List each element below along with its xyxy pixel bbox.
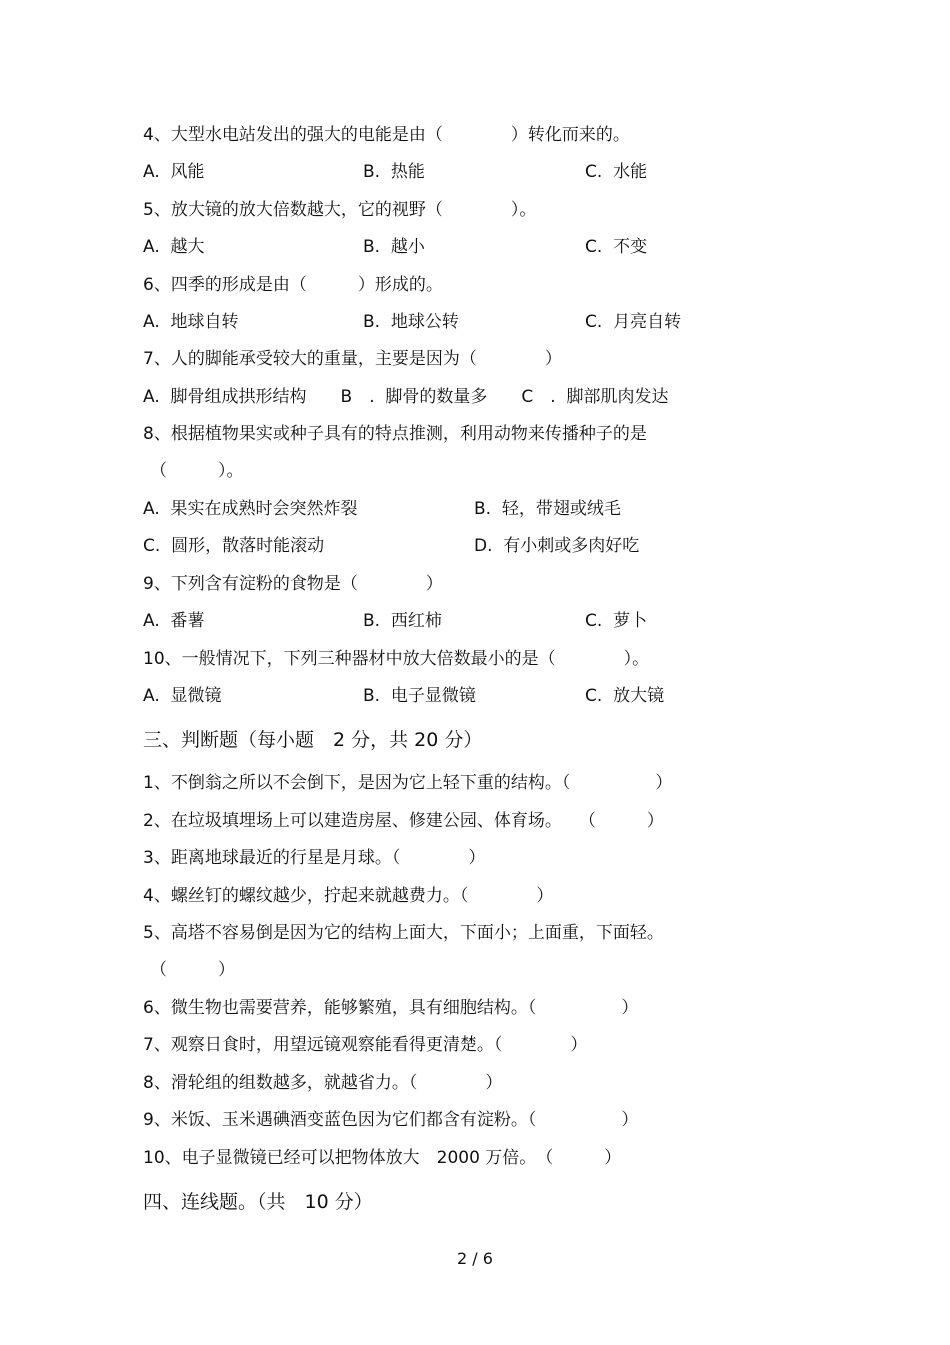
q5-option-c: C. 不变: [585, 237, 648, 257]
q10-option-a: A. 显微镜: [143, 686, 222, 706]
q7-options: A. 脚骨组成拱形结构 B . 脚骨的数量多 C . 脚部肌肉发达: [143, 387, 669, 407]
page-number: 2 / 6: [457, 1249, 493, 1268]
q6-option-b: B. 地球公转: [363, 312, 459, 332]
q8-option-a: A. 果实在成熟时会突然炸裂: [143, 499, 358, 519]
q4-option-a: A. 风能: [143, 162, 205, 182]
q8-option-d: D. 有小刺或多肉好吃: [474, 536, 640, 556]
section-3-heading: 三、判断题（每小题 2 分，共 20 分）: [143, 729, 483, 751]
q7-stem: 7、人的脚能承受较大的重量，主要是因为（ ）: [143, 349, 562, 369]
q6-stem: 6、四季的形成是由（ ）形成的。: [143, 275, 443, 295]
judge-item-2: 2、在垃圾填埋场上可以建造房屋、修建公园、体育场。 （ ）: [143, 811, 664, 831]
judge-item-1: 1、不倒翁之所以不会倒下，是因为它上轻下重的结构。（ ）: [143, 773, 673, 793]
judge-item-9: 9、米饭、玉米遇碘酒变蓝色因为它们都含有淀粉。（ ）: [143, 1110, 639, 1130]
q4-stem: 4、大型水电站发出的强大的电能是由（ ）转化而来的。: [143, 125, 630, 145]
q4-option-b: B. 热能: [363, 162, 425, 182]
q8-stem: 8、根据植物果实或种子具有的特点推测，利用动物来传播种子的是: [143, 424, 647, 444]
q5-option-a: A. 越大: [143, 237, 205, 257]
q9-option-b: B. 西红柿: [363, 611, 442, 631]
q9-option-c: C. 萝卜: [585, 611, 648, 631]
q6-option-a: A. 地球自转: [143, 312, 239, 332]
judge-item-3: 3、距离地球最近的行星是月球。（ ）: [143, 848, 486, 868]
q10-option-b: B. 电子显微镜: [363, 686, 476, 706]
judge-item-5: 5、高塔不容易倒是因为它的结构上面大，下面小；上面重，下面轻。: [143, 923, 664, 943]
judge-item-8: 8、滑轮组的组数越多，就越省力。（ ）: [143, 1073, 503, 1093]
q5-option-b: B. 越小: [363, 237, 425, 257]
q9-stem: 9、下列含有淀粉的食物是（ ）: [143, 574, 443, 594]
section-4-heading: 四、连线题。（共 10 分）: [143, 1191, 373, 1213]
q8-option-c: C. 圆形，散落时能滚动: [143, 536, 325, 556]
q5-stem: 5、放大镜的放大倍数越大，它的视野（ ）。: [143, 200, 537, 220]
judge-item-5-cont: （ ）: [150, 960, 235, 980]
judge-item-6: 6、微生物也需要营养，能够繁殖，具有细胞结构。（ ）: [143, 998, 639, 1018]
q8-option-b: B. 轻，带翅或绒毛: [474, 499, 621, 519]
judge-item-10: 10、电子显微镜已经可以把物体放大 2000 万倍。 （ ）: [143, 1148, 622, 1168]
q10-option-c: C. 放大镜: [585, 686, 665, 706]
q9-option-a: A. 番薯: [143, 611, 205, 631]
judge-item-4: 4、螺丝钉的螺纹越少，拧起来就越费力。（ ）: [143, 886, 554, 906]
q8-stem-cont: （ ）。: [150, 461, 244, 481]
judge-item-7: 7、观察日食时，用望远镜观察能看得更清楚。（ ）: [143, 1035, 588, 1055]
q4-option-c: C. 水能: [585, 162, 648, 182]
q6-option-c: C. 月亮自转: [585, 312, 682, 332]
q10-stem: 10、一般情况下，下列三种器材中放大倍数最小的是（ ）。: [143, 649, 650, 669]
